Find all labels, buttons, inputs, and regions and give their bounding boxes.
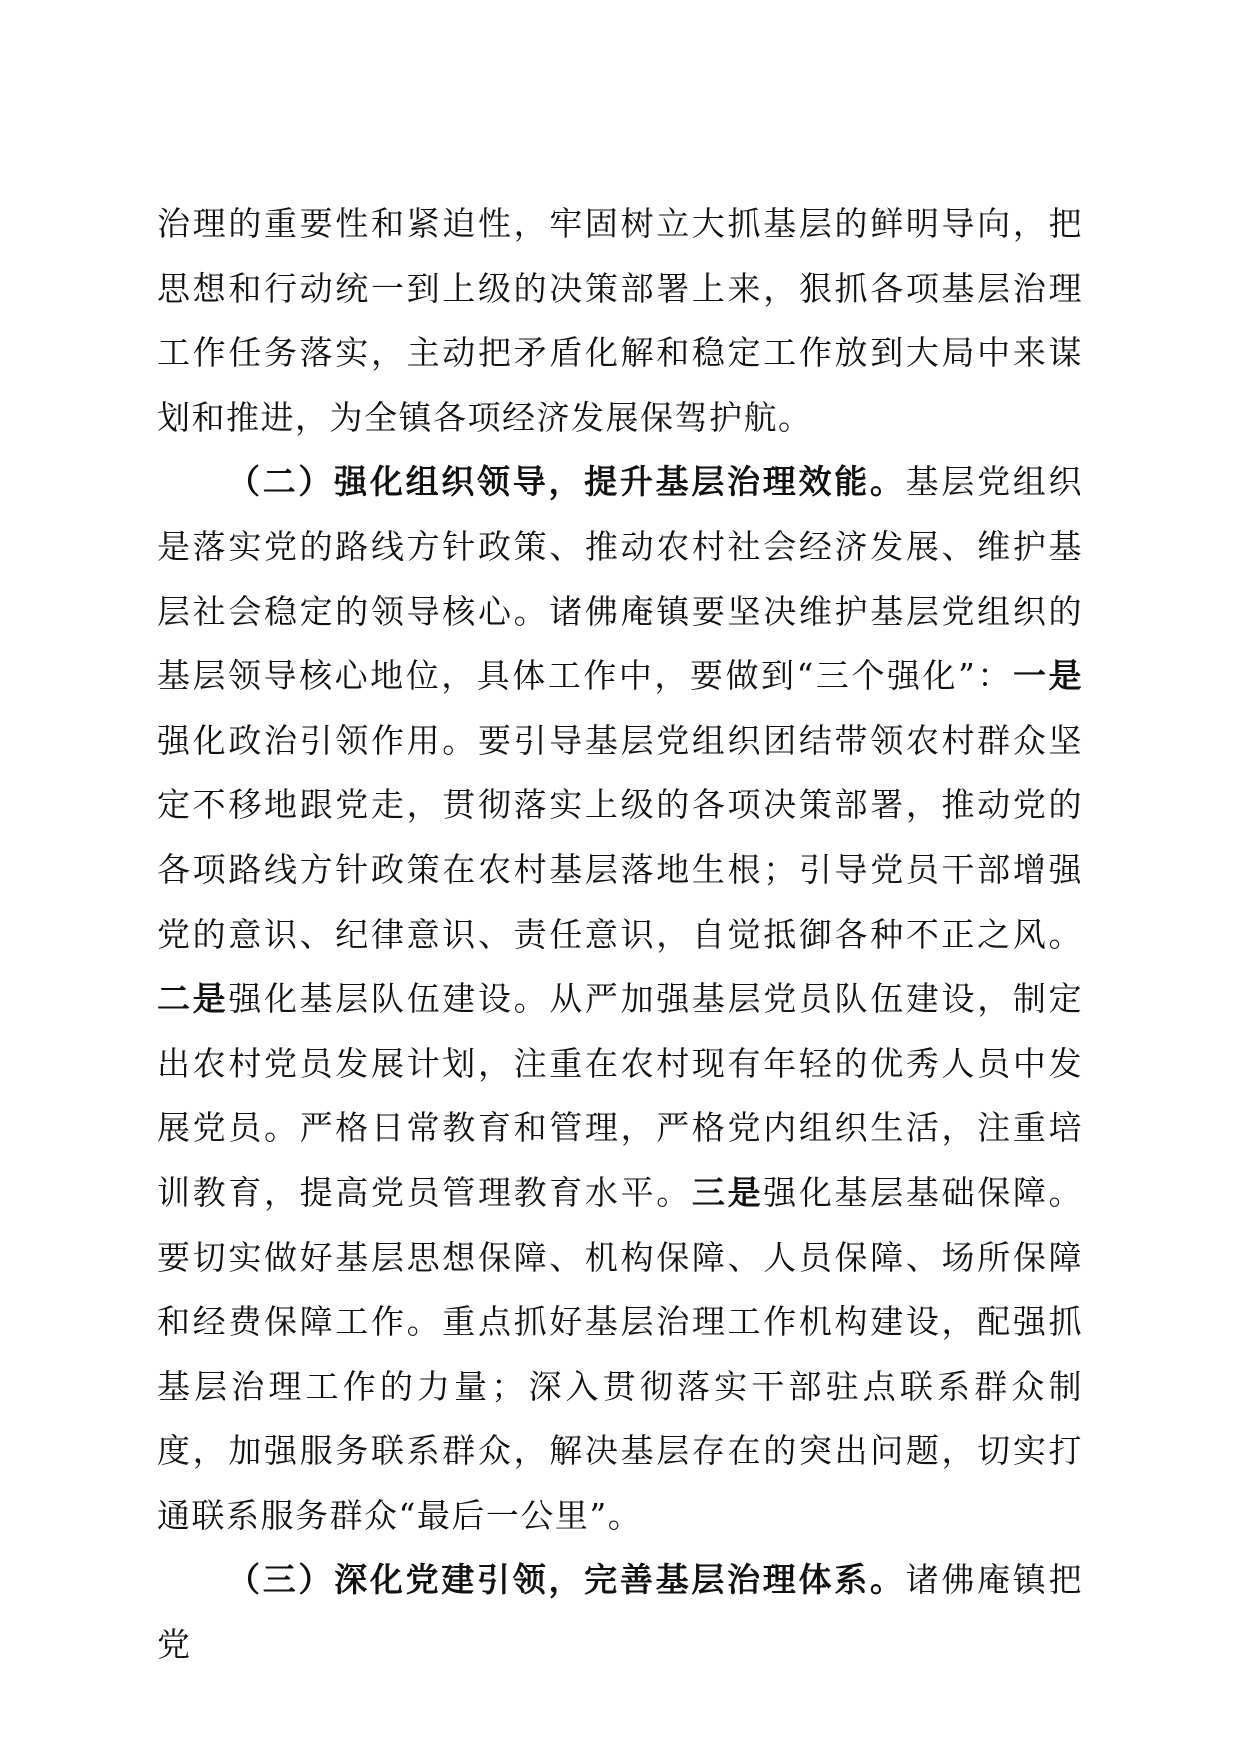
- paragraph-section-two: [157, 450, 1083, 1548]
- lead-one: 一是: [1012, 656, 1083, 696]
- lead-three: 三是: [691, 1172, 764, 1212]
- section-two-heading: （二）强化组织领导，提升基层治理效能。: [227, 462, 906, 502]
- lead-two: 二是: [157, 979, 229, 1019]
- section-three-text: 诸佛庵镇把党: [157, 1560, 1084, 1665]
- section-two-text-3: 强化基层队伍建设。从严加强基层党员队伍建设，制定出农村党员发展计划，注重在农村现有年轻的优秀人员中发展党员。严格日常教育和管理，严格党内组织生活，注重培训教育，提高党员管理教育水平。: [157, 979, 1084, 1212]
- section-two-text-4: 强化基层基础保障。要切实做好基层思想保障、机构保障、人员保障、场所保障和经费保障工作。重点抓好基层治理工作机构建设，配强抓基层治理工作的力量；深入贯彻落实干部驻点联系群众制度，加强服务联系群众，解决基层存在的突出问题，切实打通联系服务群众“最后一公里”。: [157, 1172, 1084, 1535]
- section-three-heading: （三）深化党建引领，完善基层治理体系。: [227, 1560, 906, 1600]
- document-page: [157, 192, 1083, 1678]
- section-two-text-2: 强化政治引领作用。要引导基层党组织团结带领农村群众坚定不移地跟党走，贯彻落实上级的各项决策部署，推动党的各项路线方针政策在农村基层落地生根；引导党员干部增强党的意识、纪律意识、责任意识，自觉抵御各种不正之风。: [157, 720, 1083, 954]
- paragraph-continuation: 治理的重要性和紧迫性，牢固树立大抓基层的鲜明导向，把思想和行动统一到上级的决策部署上来，狠抓各项基层治理工作任务落实，主动把矛盾化解和稳定工作放到大局中来谋划和推进，为全镇各项经济发展保驾护航。: [157, 204, 1083, 437]
- paragraph-section-three: [157, 1548, 1083, 1677]
- section-two-text-1: 基层党组织是落实党的路线方针政策、推动农村社会经济发展、维护基层社会稳定的领导核心。诸佛庵镇要坚决维护基层党组织的基层领导核心地位，具体工作中，要做到“三个强化”：: [157, 462, 1084, 696]
